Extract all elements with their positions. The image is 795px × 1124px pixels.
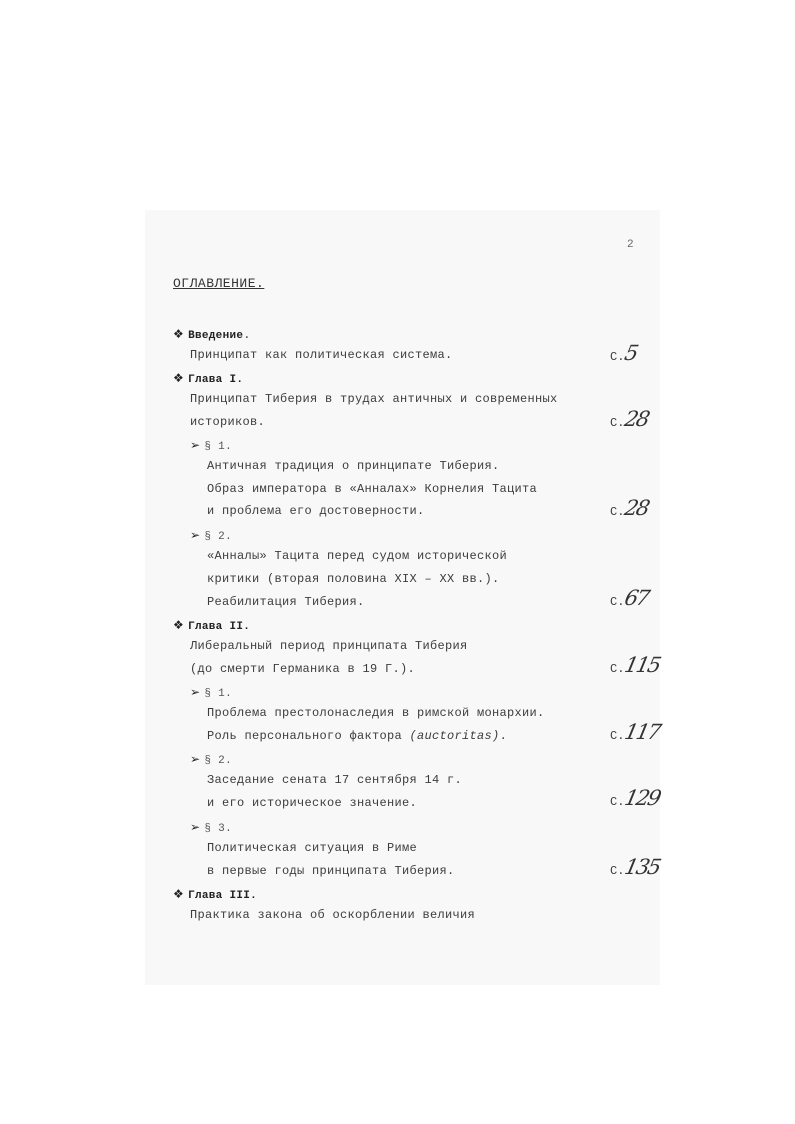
toc-entry-text: (до смерти Германика в 19 Г.). <box>190 662 416 676</box>
toc-entry-text: Политическая ситуация в Риме <box>207 841 418 855</box>
chapter-title: Глава III. <box>188 890 258 902</box>
section-arrow-icon: ➢ <box>190 820 201 834</box>
section-label: § 2. <box>204 531 232 543</box>
toc-entry-text: Принципат Тиберия в трудах античных и современных <box>190 392 558 406</box>
toc-page-ref <box>610 786 663 810</box>
toc-entry-text: Античная традиция о принципате Тиберия. <box>207 459 500 473</box>
chapter-title: Глава I. <box>188 374 244 386</box>
toc-page-ref <box>610 341 640 365</box>
toc-page-ref <box>610 653 663 677</box>
toc-entry-chapter-1 <box>173 371 243 386</box>
toc-entry-text: в первые годы принципата Тиберия. <box>207 864 455 878</box>
page-prefix: С. <box>610 729 625 743</box>
chapter-title: Глава II. <box>188 621 251 633</box>
toc-entry-text: Проблема престолонаследия в римской монархии. <box>207 706 545 720</box>
text-segment: Роль персонального фактора <box>207 729 410 743</box>
chapter-title-dot: . <box>243 328 251 342</box>
page-prefix: С. <box>610 505 625 519</box>
toc-entry-text: Заседание сената 17 сентября 14 г. <box>207 773 463 787</box>
toc-entry-text <box>207 729 507 743</box>
toc-heading: ОГЛАВЛЕНИЕ. <box>173 276 265 291</box>
section-label: § 3. <box>204 823 232 835</box>
section-label: § 1. <box>204 688 232 700</box>
handwritten-page-number: 117 <box>622 720 663 744</box>
page-prefix: С. <box>610 416 625 430</box>
toc-page-ref <box>610 496 651 520</box>
toc-entry-text: Либеральный период принципата Тиберия <box>190 639 468 653</box>
toc-entry-introduction <box>173 327 251 342</box>
text-segment: . <box>499 729 508 743</box>
handwritten-page-number: 135 <box>622 855 663 879</box>
handwritten-page-number: 5 <box>622 341 640 365</box>
toc-entry-text: Реабилитация Тиберия. <box>207 595 365 609</box>
toc-entry-chapter-2 <box>173 618 250 633</box>
page-number: 2 <box>627 239 634 251</box>
toc-section-1-2 <box>190 528 232 543</box>
toc-section-2-1 <box>190 685 232 700</box>
toc-page-ref <box>610 720 663 744</box>
section-arrow-icon: ➢ <box>190 528 201 542</box>
toc-entry-text: историков. <box>190 415 266 429</box>
page-prefix: С. <box>610 864 625 878</box>
page-prefix: С. <box>610 795 625 809</box>
page-prefix: С. <box>610 662 625 676</box>
handwritten-page-number: 28 <box>622 407 651 431</box>
toc-entry-text: и его историческое значение. <box>207 796 418 810</box>
toc-entry-text: критики (вторая половина XIX – XX вв.). <box>207 572 500 586</box>
toc-section-2-2 <box>190 752 232 767</box>
chapter-bullet-icon: ❖ <box>173 887 185 901</box>
section-label: § 1. <box>204 441 232 453</box>
handwritten-page-number: 129 <box>622 786 663 810</box>
toc-entry-text: «Анналы» Тацита перед судом исторической <box>207 549 508 563</box>
toc-entry-text: Образ императора в «Анналах» Корнелия Тацита <box>207 482 538 496</box>
toc-entry-chapter-3 <box>173 887 257 902</box>
page-prefix: С. <box>610 595 625 609</box>
toc-entry-text: Практика закона об оскорблении величия <box>190 908 476 922</box>
toc-page-ref <box>610 855 663 879</box>
handwritten-page-number: 28 <box>622 496 651 520</box>
handwritten-page-number: 67 <box>622 586 651 610</box>
chapter-bullet-icon: ❖ <box>173 327 185 341</box>
section-arrow-icon: ➢ <box>190 752 201 766</box>
toc-page-ref <box>610 586 651 610</box>
toc-section-1-1 <box>190 438 232 453</box>
chapter-bullet-icon: ❖ <box>173 618 185 632</box>
chapter-bullet-icon: ❖ <box>173 371 185 385</box>
page-prefix: С. <box>610 350 625 364</box>
handwritten-page-number: 115 <box>622 653 663 677</box>
toc-entry-text: Принципат как политическая система. <box>190 348 453 362</box>
chapter-title: Введение <box>188 330 244 342</box>
section-arrow-icon: ➢ <box>190 685 201 699</box>
toc-section-2-3 <box>190 820 232 835</box>
section-arrow-icon: ➢ <box>190 438 201 452</box>
toc-entry-text: и проблема его достоверности. <box>207 504 425 518</box>
italic-term: (auctoritas) <box>409 729 500 743</box>
toc-page-ref <box>610 407 651 431</box>
section-label: § 2. <box>204 755 232 767</box>
